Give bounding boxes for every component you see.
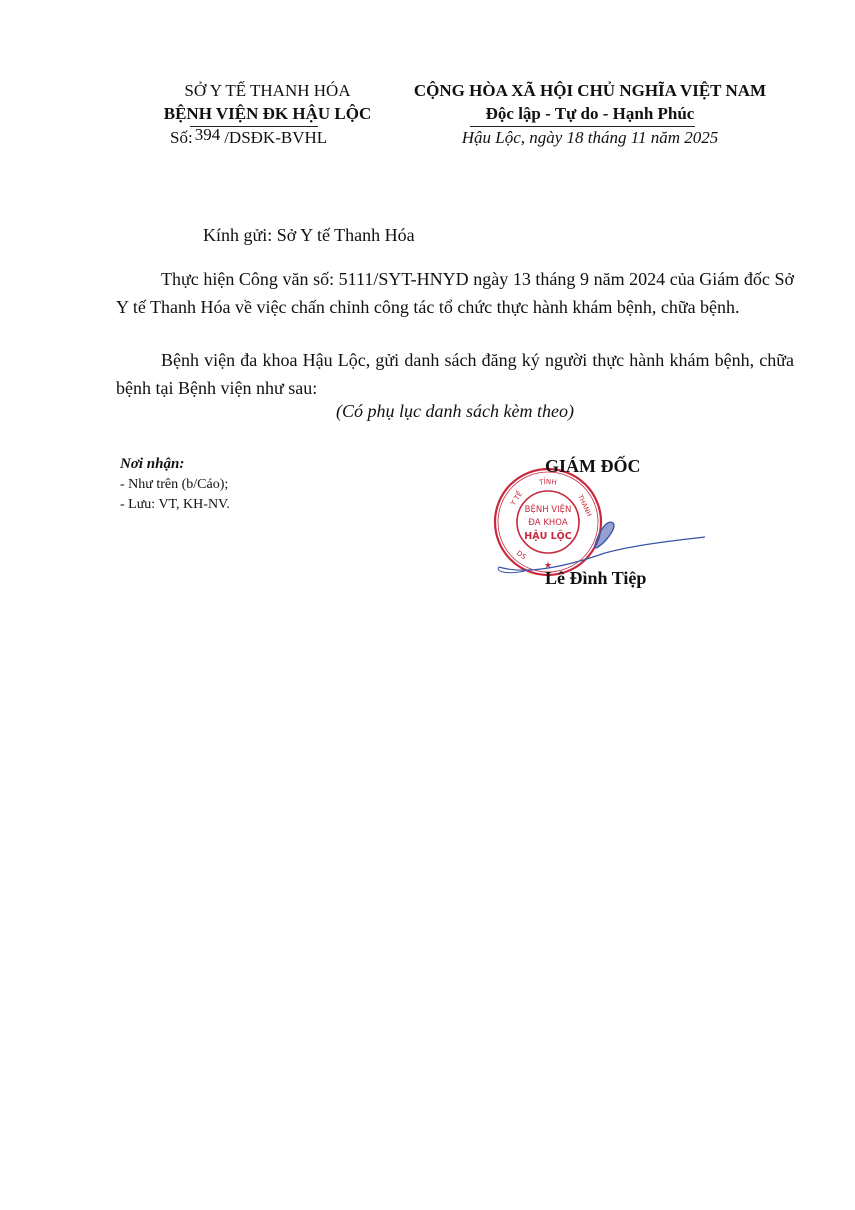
svg-text:TỈNH [538, 477, 558, 487]
hospital-name: BỆNH VIỆN ĐK HẬU LỘC [163, 104, 372, 123]
appendix-note: (Có phụ lục danh sách kèm theo) [336, 401, 574, 421]
paragraph-1 [116, 266, 794, 321]
document-number [170, 125, 328, 148]
stamp-bottom-text: DS [514, 549, 528, 562]
stamp-right-text: THANH [576, 493, 594, 518]
doc-number-suffix: /DSĐK-BVHL [224, 128, 328, 147]
stamp-top-text: TỈNH [538, 477, 558, 487]
stamp-left-text: Y TẾ [509, 490, 525, 508]
recipient-item: - Như trên (b/Cáo); [120, 477, 229, 492]
stamp-line-3: HẬU LỘC [524, 531, 572, 542]
motto-underline [470, 126, 695, 127]
paragraph-2 [116, 347, 794, 402]
salutation: Kính gửi: Sở Y tế Thanh Hóa [203, 225, 415, 245]
doc-number-label: Số: [170, 128, 193, 147]
paragraph-1-text: Thực hiện Công văn số: 5111/SYT-HNYD ngày 13 tháng 9 năm 2024 của Giám đốc Sở Y tế Thanh Hóa về việc chấn chỉnh công tác tổ chức thực hành khám bệnh, chữa bệnh. [116, 269, 794, 317]
signer-name: Lê Đình Tiệp [545, 568, 647, 588]
stamp-line-2: ĐA KHOA [528, 518, 568, 528]
agency-name: SỞ Y TẾ THANH HÓA [184, 81, 351, 100]
stamp-line-1: BỆNH VIỆN [524, 505, 572, 515]
doc-number-value: 394 [194, 125, 221, 144]
recipients-title: Nơi nhận: [120, 456, 185, 472]
place-date: Hậu Lộc, ngày 18 tháng 11 năm 2025 [461, 128, 719, 147]
svg-text:★: ★ [543, 561, 553, 571]
national-motto: Độc lập - Tự do - Hạnh Phúc [485, 104, 695, 123]
signer-title: GIÁM ĐỐC [545, 456, 641, 476]
recipient-item: - Lưu: VT, KH-NV. [120, 497, 230, 512]
paragraph-2-text: Bệnh viện đa khoa Hậu Lộc, gửi danh sách đăng ký người thực hành khám bệnh, chữa bệnh tại Bệnh viện như sau: [116, 350, 794, 398]
national-name: CỘNG HÒA XÃ HỘI CHỦ NGHĨA VIỆT NAM [413, 81, 767, 100]
